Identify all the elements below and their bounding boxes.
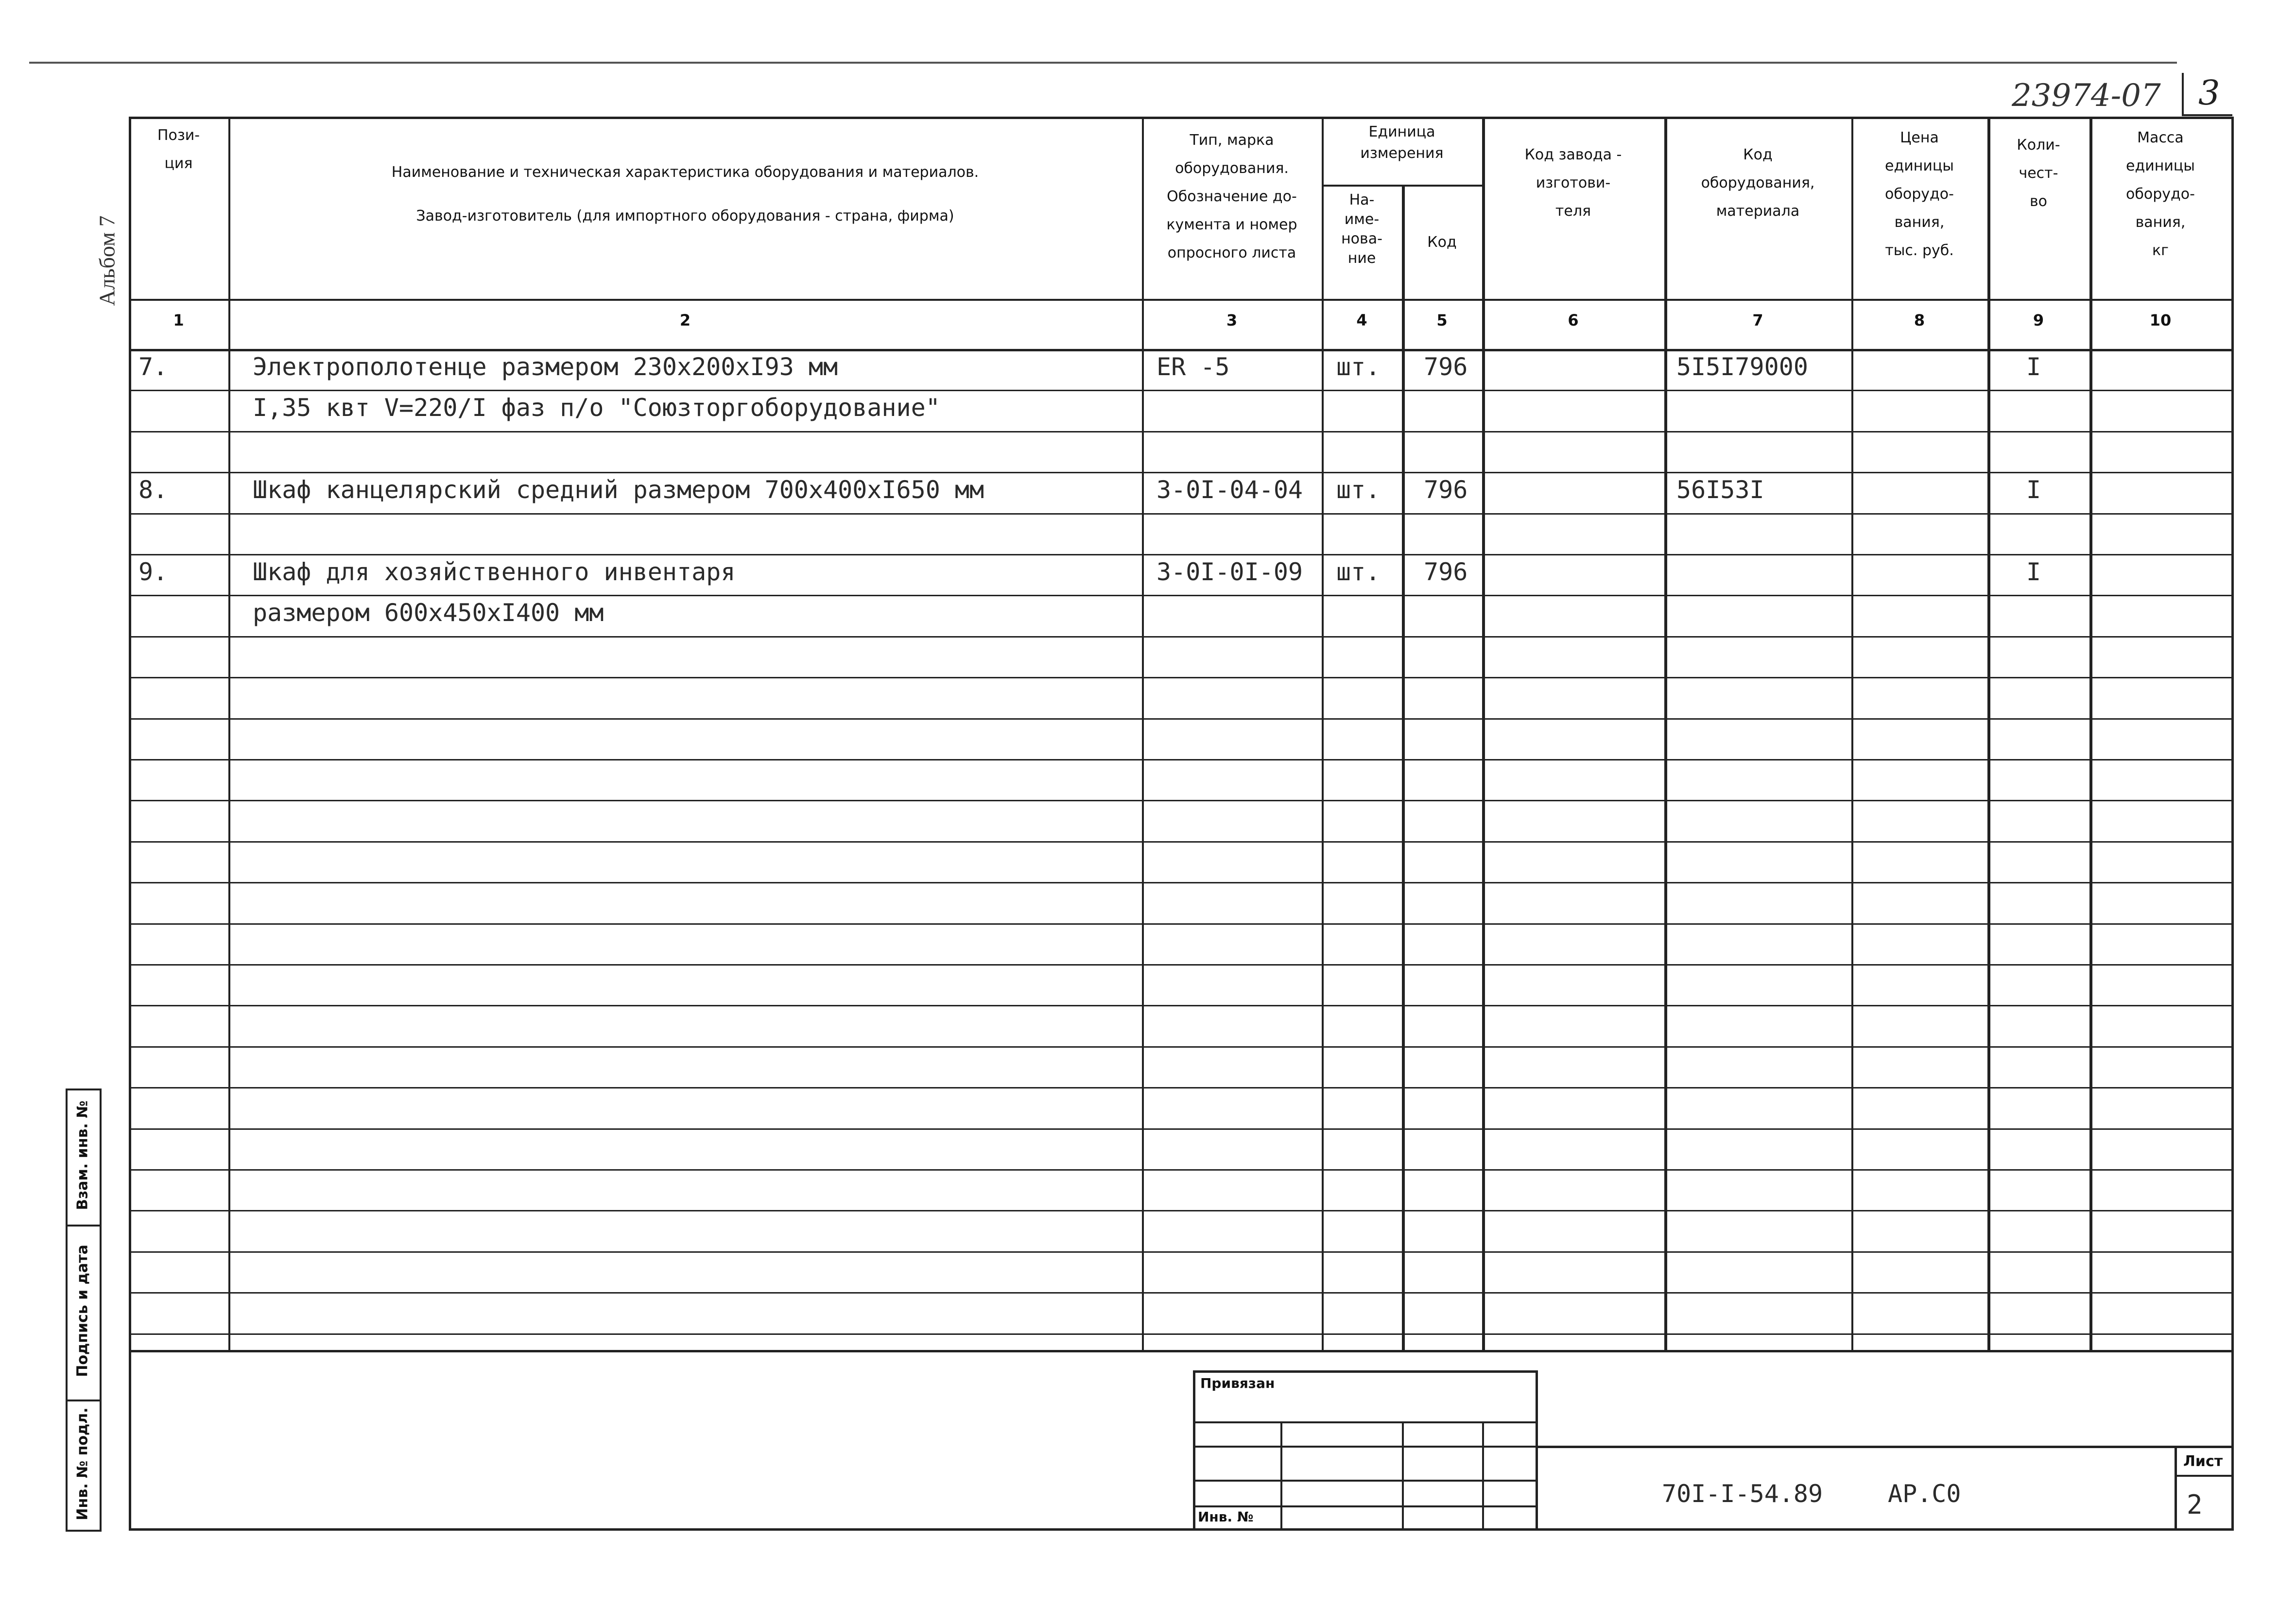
row-4-code: 796 <box>1424 558 1468 586</box>
row-line-12 <box>129 841 2233 843</box>
column-line-9 <box>2089 117 2092 1350</box>
column-line-7 <box>1851 117 1853 1350</box>
column-header-1: Пози- ция <box>157 127 200 172</box>
row-line-20 <box>129 1169 2233 1171</box>
row-3-equip-code: 56I53I <box>1676 476 1764 504</box>
column-header-3: Тип, марка оборудования. Обозначение до- кумента и номер опросного листа <box>1166 132 1297 261</box>
column-number-10: 10 <box>2149 311 2172 329</box>
row-line-18 <box>129 1087 2233 1089</box>
row-3-unit: шт. <box>1336 476 1381 504</box>
row-1-code: 796 <box>1424 353 1468 381</box>
row-line-19 <box>129 1128 2233 1130</box>
margin-label-original-inv: Инв. № подл. <box>74 1407 91 1521</box>
document-designation: 70I-I-54.89 <box>1662 1480 1823 1508</box>
scan-edge-line <box>29 62 2177 64</box>
table-left-border <box>129 117 131 1350</box>
margin-label-replaced-inv: Взам. инв. № <box>74 1100 91 1210</box>
row-line-7 <box>129 636 2233 638</box>
tied-label: Привязан <box>1200 1375 1275 1391</box>
column-number-8: 8 <box>1914 311 1925 329</box>
row-line-24 <box>129 1333 2233 1335</box>
column-line-2 <box>1142 117 1144 1350</box>
row-3-code: 796 <box>1424 476 1468 504</box>
archive-page-number: 3 <box>2198 73 2220 113</box>
row-1-type: ER -5 <box>1157 353 1230 381</box>
column-header-5: Код завода - изготови- теля <box>1524 146 1622 220</box>
column-header-9: Масса единицы оборудо- вания, кг <box>2126 129 2195 259</box>
row-4-unit: шт. <box>1336 558 1381 586</box>
row-line-21 <box>129 1210 2233 1211</box>
row-4-pos: 9. <box>138 558 168 586</box>
column-number-6: 6 <box>1568 311 1579 329</box>
column-line-6 <box>1664 117 1667 1350</box>
unit-name-subheader: На- име- нова- ние <box>1341 191 1382 267</box>
row-3-qty: I <box>2026 476 2041 504</box>
column-line-1 <box>228 117 230 1350</box>
row-line-16 <box>129 1005 2233 1006</box>
column-number-5: 5 <box>1436 311 1448 329</box>
row-line-4 <box>129 513 2233 515</box>
row-1-unit: шт. <box>1336 353 1381 381</box>
row-1-equip-code: 5I5I79000 <box>1676 353 1808 381</box>
table-right-border <box>2231 117 2234 1350</box>
row-5-name: размером 600x450xI400 мм <box>253 599 604 627</box>
sheet-label: Лист <box>2183 1453 2223 1470</box>
column-header-8: Коли- чест- во <box>2017 137 2060 210</box>
column-number-7: 7 <box>1752 311 1763 329</box>
row-line-11 <box>129 800 2233 801</box>
unit-header-split <box>1322 185 1482 187</box>
archive-number: 23974-07 <box>2012 78 2161 114</box>
column-number-2: 2 <box>679 311 691 329</box>
row-line-14 <box>129 923 2233 925</box>
row-3-pos: 8. <box>138 476 168 504</box>
row-line-1 <box>129 390 2233 391</box>
row-line-13 <box>129 882 2233 883</box>
row-line-5 <box>129 554 2233 555</box>
column-number-9: 9 <box>2033 311 2044 329</box>
table-top-border <box>129 117 2233 119</box>
row-1-name: Электрополотенце размером 230x200xI93 мм <box>253 353 838 381</box>
row-1-qty: I <box>2026 353 2041 381</box>
column-number-4: 4 <box>1356 311 1367 329</box>
column-line-4 <box>1402 185 1405 1350</box>
column-header-2: Наименование и техническая характеристика оборудования и материалов. Завод-изготовитель (для импортного оборудования - страна, фирма) <box>391 164 979 225</box>
row-line-15 <box>129 964 2233 966</box>
row-line-9 <box>129 718 2233 720</box>
row-line-2 <box>129 431 2233 432</box>
archive-page-box <box>2182 73 2232 116</box>
column-header-7: Цена единицы оборудо- вания, тыс. руб. <box>1885 129 1954 259</box>
row-line-17 <box>129 1046 2233 1048</box>
column-number-3: 3 <box>1226 311 1238 329</box>
row-line-8 <box>129 677 2233 678</box>
row-line-10 <box>129 759 2233 760</box>
row-line-3 <box>129 472 2233 473</box>
header-bottom-line <box>129 299 2233 301</box>
column-line-5 <box>1482 117 1485 1350</box>
row-4-type: 3-0I-0I-09 <box>1157 558 1303 586</box>
column-number-1: 1 <box>173 311 184 329</box>
margin-label-signature-date: Подпись и дата <box>74 1244 91 1377</box>
row-3-name: Шкаф канцелярский средний размером 700x400xI650 мм <box>253 476 984 504</box>
inv-label: Инв. № <box>1198 1509 1254 1525</box>
column-line-8 <box>1987 117 1990 1350</box>
row-line-22 <box>129 1251 2233 1253</box>
row-4-qty: I <box>2026 558 2041 586</box>
row-4-name: Шкаф для хозяйственного инвентаря <box>253 558 736 586</box>
row-2-name: I,35 квт V=220/I фаз п/о "Союзторгоборудование" <box>253 394 940 422</box>
row-1-pos: 7. <box>138 353 168 381</box>
row-3-type: 3-0I-04-04 <box>1157 476 1303 504</box>
column-header-6: Код оборудования, материала <box>1701 146 1815 220</box>
row-line-23 <box>129 1292 2233 1294</box>
sheet-number: 2 <box>2187 1489 2203 1520</box>
row-line-6 <box>129 595 2233 596</box>
document-section: АР.С0 <box>1888 1480 1961 1508</box>
unit-code-subheader: Код <box>1427 234 1457 251</box>
column-header-4: Единица измерения <box>1360 123 1444 162</box>
column-numbers-bottom-line <box>129 349 2233 351</box>
column-line-3 <box>1322 117 1324 1350</box>
album-label: Альбом 7 <box>94 215 120 306</box>
